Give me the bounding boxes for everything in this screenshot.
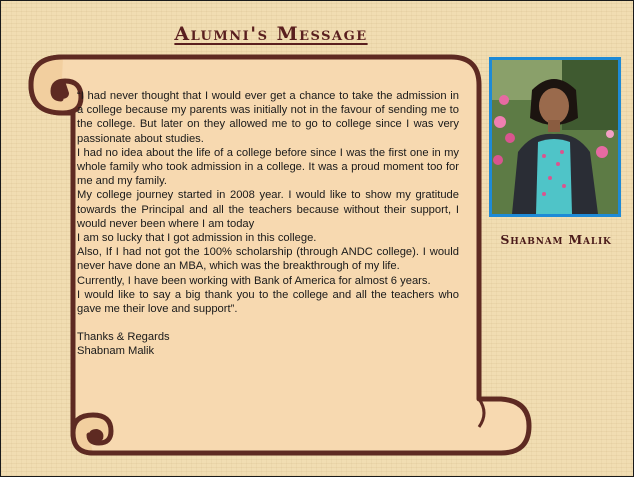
signature-name: Shabnam Malik — [77, 345, 155, 358]
message-paragraph: “I had never thought that I would ever get a chance to take the admission in a college because my parents was initially not in the favour of sending me to the college. But later on they allowed me to go to college since I was very passionate about studies. — [77, 90, 459, 145]
portrait-illustration — [492, 60, 618, 214]
alumni-name: Shabnam Malik — [500, 232, 612, 247]
alumni-photo — [489, 57, 621, 217]
message-paragraph: I would like to say a big thank you to the college and all the teachers who gave me their love and support”. — [77, 288, 459, 316]
message-paragraph: My college journey started in 2008 year. I would like to show my gratitude towards the Principal and all the teachers because without their support, I would never been where I am today — [77, 189, 459, 230]
alumni-message-text — [77, 89, 459, 359]
message-paragraph: I had no idea about the life of a college before since I was the first one in my whole family who took admission in a college. It was a proud moment too for me and my family. — [77, 146, 459, 188]
message-paragraph: I am so lucky that I got admission in this college. — [77, 232, 317, 245]
closing-text: Thanks & Regards — [77, 331, 170, 344]
slide-title: Alumni's Message — [174, 23, 368, 45]
message-paragraph: Also, If I had not got the 100% scholarship (through ANDC college). I would never have done an MBA, which was the breakthrough of my life. — [77, 246, 459, 273]
message-paragraph: Currently, I have been working with Bank of America for almost 6 years. — [77, 274, 431, 287]
